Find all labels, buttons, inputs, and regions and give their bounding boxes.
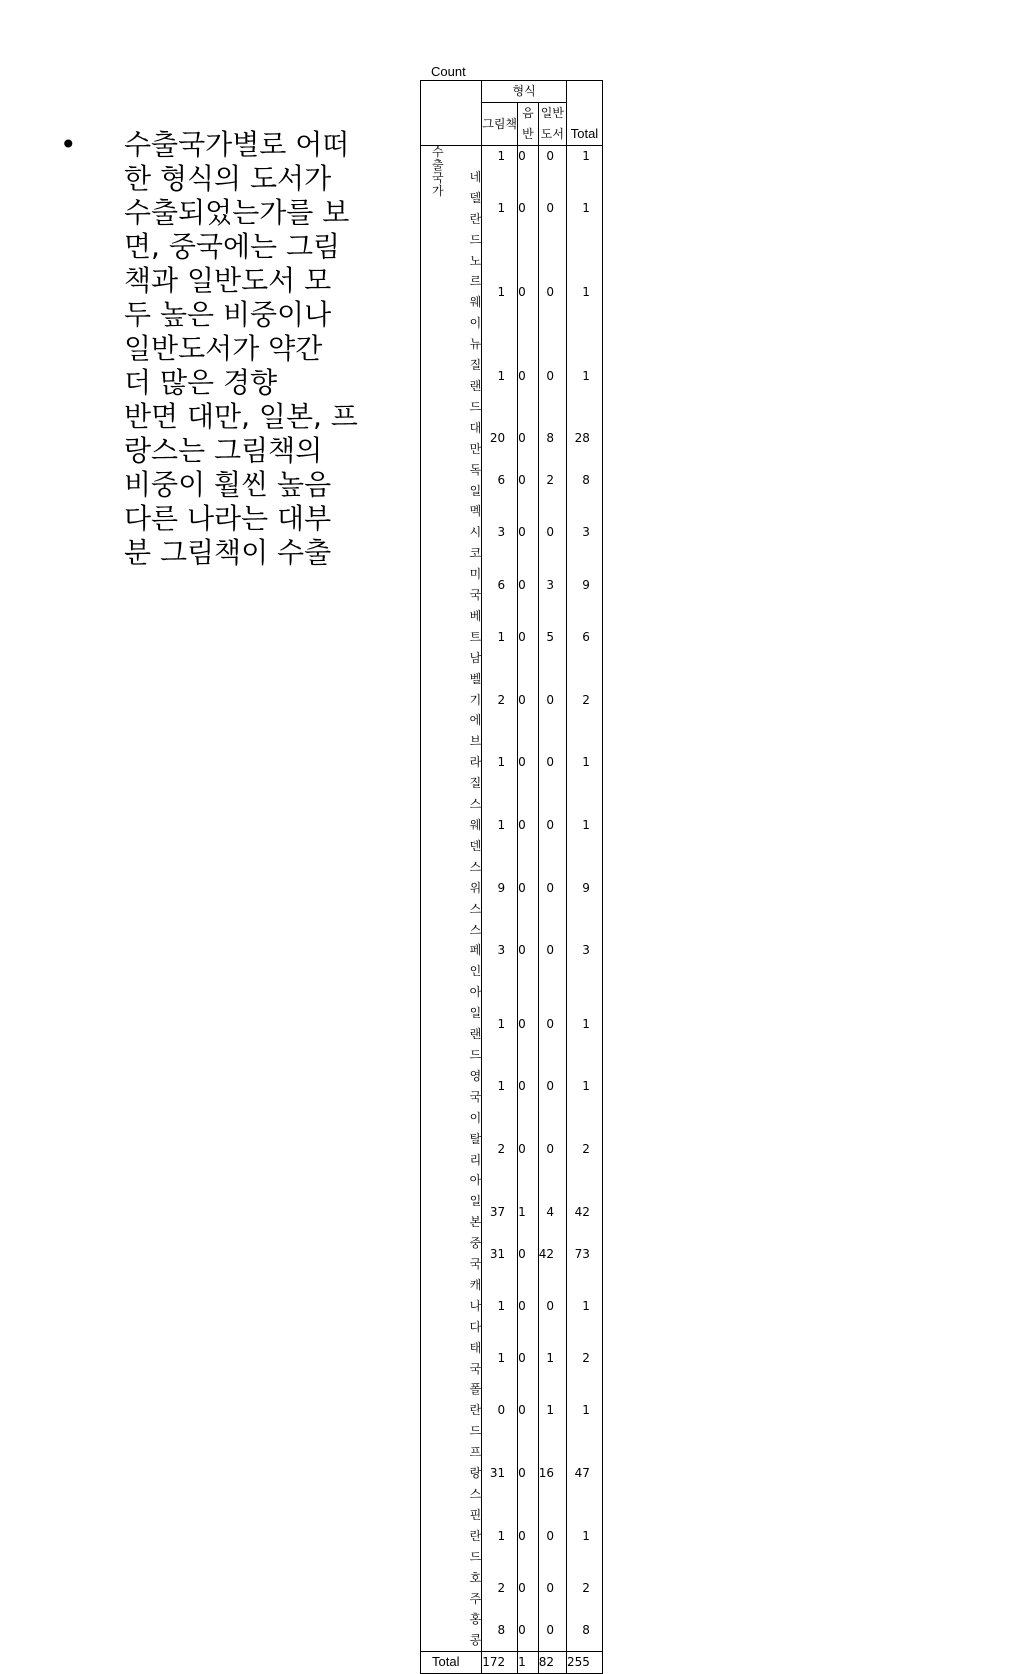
table-cell: 1	[482, 334, 518, 418]
table-row	[421, 982, 603, 1066]
table-row	[421, 1191, 603, 1233]
row-label: 대만	[469, 420, 482, 456]
row-label: 노르웨이	[469, 253, 482, 331]
row-label: 네델란드	[469, 169, 482, 247]
table-cell: 16	[538, 1442, 566, 1505]
table-cell: 0	[518, 146, 539, 167]
row-label: 폴란드	[469, 1382, 482, 1439]
table-cell: 0	[518, 1275, 539, 1338]
row-label: 캐나다	[469, 1277, 482, 1334]
row-group-spacer	[421, 982, 444, 1066]
row-group-spacer	[421, 1505, 444, 1568]
table-cell: 37	[482, 1191, 518, 1233]
table-cell: 1	[567, 731, 603, 794]
table-cell: 42	[567, 1191, 603, 1233]
table-cell: 3	[567, 920, 603, 983]
table-cell: 0	[518, 1505, 539, 1568]
table-cell: 0	[538, 334, 566, 418]
row-group-label-part: 수출	[432, 145, 444, 172]
row-label: 영국	[469, 1068, 482, 1104]
table-cell: 0	[518, 418, 539, 460]
bullet-marker: •	[60, 128, 77, 161]
row-label: 스웨덴	[469, 797, 482, 853]
total-row-label: Total	[421, 1652, 482, 1674]
bullet-line: 수출국가별로 어떠	[124, 128, 350, 161]
table-cell: 0	[538, 501, 566, 564]
row-group-spacer	[421, 1275, 444, 1338]
bullet-line: 랑스는 그림책의	[124, 434, 323, 467]
table-cell: 0	[538, 731, 566, 794]
table-row	[421, 418, 603, 460]
row-group-spacer	[421, 1233, 444, 1275]
table-cell: 0	[518, 1233, 539, 1275]
row-group-spacer	[421, 1338, 444, 1380]
row-label: 스페인	[469, 922, 482, 979]
table-cell: 0	[538, 1108, 566, 1192]
table-cell: 31	[482, 1442, 518, 1505]
table-cell: 0	[518, 1568, 539, 1610]
table-cell: 1	[567, 334, 603, 418]
group-header: 형식	[482, 81, 567, 103]
table-cell: 0	[538, 1066, 566, 1108]
table-cell: 0	[538, 167, 566, 251]
bullet-line: 다른 나라는 대부	[124, 502, 332, 535]
total-row	[421, 1652, 603, 1674]
table-cell: 0	[538, 857, 566, 920]
row-group-spacer	[421, 606, 444, 669]
table-cell: 2	[567, 1108, 603, 1192]
table-cell: 0	[518, 1108, 539, 1192]
row-group-spacer	[421, 1609, 444, 1651]
row-group-spacer	[421, 501, 444, 564]
corner-cell	[421, 81, 482, 146]
total-cell: 255	[567, 1652, 603, 1674]
row-label: 스위스	[469, 859, 482, 916]
table-cell: 0	[538, 1505, 566, 1568]
table-cell: 4	[538, 1191, 566, 1233]
table-cell: 47	[567, 1442, 603, 1505]
total-cell: 172	[482, 1652, 518, 1674]
table-cell: 0	[538, 1275, 566, 1338]
table-cell: 0	[518, 731, 539, 794]
table-row	[421, 1108, 603, 1192]
table-cell: 1	[482, 731, 518, 794]
table-row	[421, 1568, 603, 1610]
row-label: 아일랜드	[469, 985, 482, 1062]
row-label: 일본	[469, 1194, 482, 1230]
table-cell: 1	[482, 794, 518, 857]
table-cell: 2	[567, 669, 603, 732]
table-cell: 1	[482, 251, 518, 335]
row-group-spacer	[421, 1108, 444, 1192]
row-label: 홍콩	[469, 1612, 482, 1648]
crosstab-table	[420, 80, 603, 1674]
row-group-spacer	[421, 334, 444, 418]
table-row	[421, 606, 603, 669]
table-cell: 0	[518, 501, 539, 564]
table-cell: 1	[567, 982, 603, 1066]
row-group-spacer	[421, 564, 444, 606]
table-cell: 9	[482, 857, 518, 920]
table-row	[421, 1609, 603, 1651]
table-cell: 3	[567, 501, 603, 564]
table-cell: 20	[482, 418, 518, 460]
row-group-spacer	[421, 794, 444, 857]
table-cell: 1	[482, 1275, 518, 1338]
table-caption: Count	[431, 64, 466, 79]
table-cell: 1	[482, 606, 518, 669]
table-cell: 0	[518, 606, 539, 669]
table-cell: 1	[538, 1338, 566, 1380]
row-group-label-part: 국가	[432, 171, 444, 198]
table-cell: 0	[538, 982, 566, 1066]
table-row	[421, 1338, 603, 1380]
row-group-spacer	[421, 1568, 444, 1610]
row-label: 뉴질랜드	[469, 337, 482, 414]
table-cell: 0	[538, 1568, 566, 1610]
table-cell: 8	[567, 1609, 603, 1651]
table-cell: 0	[518, 794, 539, 857]
table-cell: 1	[482, 982, 518, 1066]
table-cell: 9	[567, 857, 603, 920]
row-label: 독일	[469, 462, 482, 498]
row-group-spacer	[421, 460, 444, 502]
row-group-spacer	[421, 1442, 444, 1505]
row-label: 중국	[469, 1236, 482, 1272]
table-cell: 1	[567, 146, 603, 167]
bullet-line: 한 형식의 도서가	[124, 162, 332, 195]
table-cell: 1	[482, 1338, 518, 1380]
table-cell: 0	[518, 1609, 539, 1651]
table-cell: 6	[567, 606, 603, 669]
row-label: 태국	[469, 1340, 482, 1376]
table-cell: 0	[518, 982, 539, 1066]
table-cell: 8	[482, 1609, 518, 1651]
bullet-line: 면, 중국에는 그림	[124, 230, 341, 263]
row-label: 브라질	[469, 734, 482, 791]
table-row	[421, 1066, 603, 1108]
table-cell: 1	[518, 1191, 539, 1233]
table-cell: 0	[518, 920, 539, 983]
table-cell: 0	[518, 167, 539, 251]
table-cell: 73	[567, 1233, 603, 1275]
table-cell: 0	[538, 794, 566, 857]
table-cell: 2	[482, 669, 518, 732]
table-cell: 0	[538, 1609, 566, 1651]
table-row	[421, 334, 603, 418]
bullet-line: 비중이 훨씬 높음	[124, 468, 332, 501]
table-cell: 0	[538, 146, 566, 167]
table-row	[421, 857, 603, 920]
bullet-line: 더 많은 경향	[124, 366, 278, 399]
table-cell: 0	[518, 1066, 539, 1108]
table-row	[421, 1379, 603, 1442]
table-cell: 0	[518, 460, 539, 502]
total-cell: 1	[518, 1652, 539, 1674]
bullet-line: 분 그림책이 수출	[124, 536, 332, 569]
table-cell: 1	[482, 1066, 518, 1108]
table-cell: 0	[518, 1442, 539, 1505]
table-cell: 8	[538, 418, 566, 460]
table-cell: 0	[518, 669, 539, 732]
table-cell: 0	[538, 251, 566, 335]
table-row	[421, 251, 603, 335]
row-group-spacer	[421, 920, 444, 983]
table-cell: 42	[538, 1233, 566, 1275]
table-cell: 9	[567, 564, 603, 606]
table-row	[421, 731, 603, 794]
table-cell: 0	[518, 564, 539, 606]
table-cell: 0	[518, 334, 539, 418]
table-cell: 3	[538, 564, 566, 606]
total-cell: 82	[538, 1652, 566, 1674]
row-group-spacer	[421, 251, 444, 335]
table-cell: 6	[482, 564, 518, 606]
table-row	[421, 669, 603, 732]
bullet-line: 두 높은 비중이나	[124, 298, 332, 331]
table-row	[421, 920, 603, 983]
row-group-spacer	[421, 1379, 444, 1442]
bullet-line: 책과 일반도서 모	[124, 264, 332, 297]
table-cell: 1	[567, 1066, 603, 1108]
row-label: 핀란드	[469, 1507, 482, 1564]
table-cell: 2	[538, 460, 566, 502]
table-row	[421, 460, 603, 502]
col-header-picture-book: 그림책	[482, 103, 518, 146]
row-group-spacer	[421, 731, 444, 794]
table-cell: 1	[482, 167, 518, 251]
table-cell: 1	[567, 1275, 603, 1338]
row-label: 이탈리아	[469, 1110, 482, 1188]
row-group-spacer	[421, 1191, 444, 1233]
row-group-label	[421, 146, 444, 251]
table-cell: 1	[482, 146, 518, 167]
table-cell: 0	[482, 1379, 518, 1442]
table-row	[421, 1275, 603, 1338]
table-cell: 3	[482, 501, 518, 564]
table-cell: 0	[518, 857, 539, 920]
col-header-record: 음반	[518, 103, 539, 146]
row-label: 벨기에	[469, 671, 482, 728]
table-cell: 2	[482, 1568, 518, 1610]
table-row	[421, 146, 603, 167]
table-cell: 1	[567, 1379, 603, 1442]
row-label: 미국	[469, 567, 482, 603]
col-header-total	[567, 81, 603, 146]
row-label: 프랑스	[469, 1445, 482, 1501]
row-group-spacer	[421, 857, 444, 920]
table-cell: 2	[482, 1108, 518, 1192]
table-row	[421, 1442, 603, 1505]
table-cell: 1	[538, 1379, 566, 1442]
table-cell: 1	[567, 167, 603, 251]
table-cell: 1	[567, 1505, 603, 1568]
table-cell: 8	[567, 460, 603, 502]
table-cell: 0	[518, 1379, 539, 1442]
row-group-spacer	[421, 1066, 444, 1108]
header-row-group	[421, 81, 603, 103]
table-cell: 1	[482, 1505, 518, 1568]
table-cell: 2	[567, 1338, 603, 1380]
col-header-total-label: Total	[570, 126, 599, 141]
bullet-line: 수출되었는가를 보	[124, 196, 350, 229]
table-row	[421, 167, 603, 251]
row-group-spacer	[421, 418, 444, 460]
table-row	[421, 564, 603, 606]
row-label	[444, 146, 482, 167]
table-cell: 28	[567, 418, 603, 460]
table-cell: 0	[538, 669, 566, 732]
table-row	[421, 1233, 603, 1275]
table-row	[421, 501, 603, 564]
table-cell: 6	[482, 460, 518, 502]
row-label: 호주	[469, 1570, 482, 1606]
bullet-paragraph	[124, 128, 424, 570]
row-label: 멕시코	[469, 504, 482, 561]
table-cell: 0	[538, 920, 566, 983]
row-label: 베트남	[469, 608, 482, 665]
table-cell: 1	[567, 794, 603, 857]
table-cell: 5	[538, 606, 566, 669]
bullet-line: 반면 대만, 일본, 프	[124, 400, 358, 433]
table-cell: 1	[567, 251, 603, 335]
table-row	[421, 794, 603, 857]
table-cell: 2	[567, 1568, 603, 1610]
table-cell: 3	[482, 920, 518, 983]
row-group-spacer	[421, 669, 444, 732]
table-cell: 0	[518, 251, 539, 335]
table-cell: 31	[482, 1233, 518, 1275]
col-header-general-book: 일반도서	[538, 103, 566, 146]
table-row	[421, 1505, 603, 1568]
bullet-line: 일반도서가 약간	[124, 332, 323, 365]
table-cell: 0	[518, 1338, 539, 1380]
